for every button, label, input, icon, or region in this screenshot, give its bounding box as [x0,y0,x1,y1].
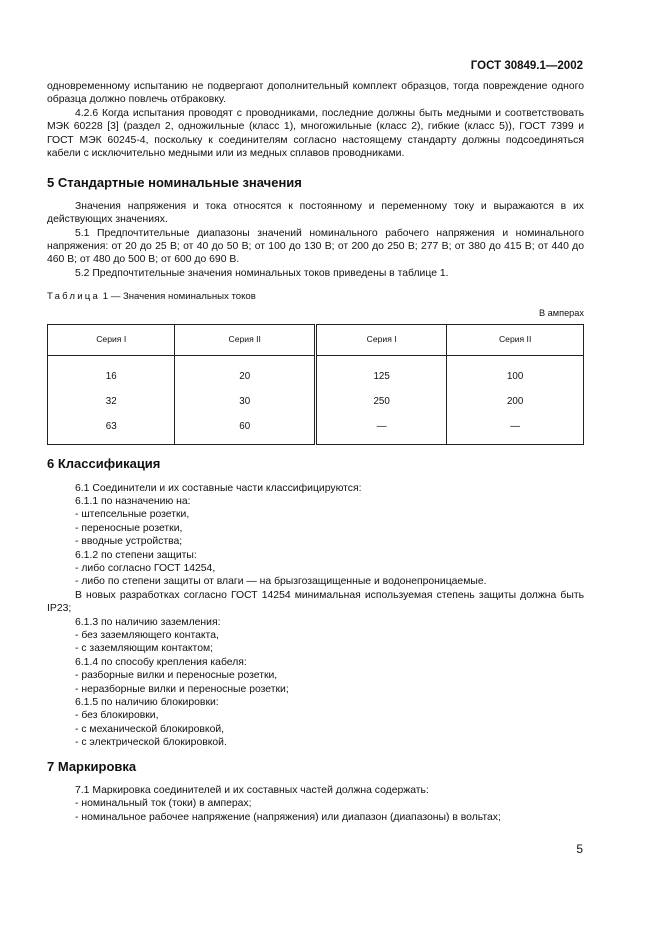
list-line: 6.1.3 по наличию заземления: [75,616,221,628]
section-6-title: 6 Классификация [47,456,161,472]
page-number: 5 [576,842,583,856]
table-header-row [48,325,584,356]
section-7-title: 7 Маркировка [47,758,137,774]
list-line: - либо по степени защиты от влаги — на брызгозащищенные и водонепроницаемые. [75,576,487,588]
header-cell: Серия II [175,325,316,356]
table-row [48,389,584,414]
table-cell: — [447,414,584,445]
table-row [48,356,584,390]
table-cell: 200 [447,389,584,414]
list-line: - номинальное рабочее напряжение (напряжения) или диапазон (диапазоны) в вольтах; [75,811,501,823]
table-cell: 63 [48,414,175,445]
document-id: ГОСТ 30849.1—2002 [470,60,583,72]
section-5-title: 5 Стандартные номинальные значения [47,175,302,191]
table-cell: 30 [175,389,316,414]
rated-currents-table [47,324,584,445]
list-line: - без заземляющего контакта, [75,629,219,641]
list-line: - номинальный ток (токи) в амперах; [75,798,252,810]
table-cell: 32 [48,389,175,414]
table-unit: В амперах [538,307,584,318]
list-line: - с механической блокировкой, [75,723,225,735]
list-line: 6.1.2 по степени защиты: [75,549,197,561]
list-line: - без блокировки, [75,710,159,722]
header-cell: Серия II [447,325,584,356]
table-row [48,414,584,445]
paragraph: 5.2 Предпочтительные значения номинальных токов приведены в таблице 1. [75,267,449,279]
list-line: 6.1 Соединители и их составные части классифицируются: [75,482,362,494]
header-cell: Серия I [48,325,175,356]
paragraph: Значения напряжения и тока относятся к постоянному и переменному току и выражаются в их действующих значениях. [47,200,584,226]
header-cell: Серия I [315,325,446,356]
table-caption [47,290,584,303]
table-cell: 100 [447,356,584,390]
list-line: - вводные устройства; [75,536,183,548]
paragraph: 5.1 Предпочтительные диапазоны значений номинального рабочего напряжения и номинального напряжения: от 20 до 25 В; от 40 до 50 В; от 100 до 130 В; от 200 до 250 В; 277 В; от 380 до 415 В; от 440 до 460 В; от 480 до 500 В; от 600 до 690 В. [47,227,584,266]
paragraph: одновременному испытанию не подвергают дополнительный комплект образцов, тогда повреждение одного образца должно повлечь отбраковку. [47,81,584,106]
list-line: - с электрической блокировкой. [75,737,227,749]
table-cell: 125 [315,356,446,390]
list-line: - штепсельные розетки, [75,509,190,521]
table-cell: — [315,414,446,445]
paragraph: 4.2.6 Когда испытания проводят с проводниками, последние должны быть медными и соответствовать МЭК 60228 [3] (раздел 2, одножильные (класс 1), многожильные (класс 2), гибкие (класс 5)), ГОСТ 7399 и ГОСТ МЭК 60245-4, поскольку к соединителям согласно настоящему стандарту должны подсоединяться кабели с исключительно медными или из медных сплавов проводниками. [47,107,584,160]
list-line: - неразборные вилки и переносные розетки; [75,683,289,695]
table-cell: 16 [48,356,175,390]
list-line: 6.1.4 по способу крепления кабеля: [75,656,247,668]
table-cell: 60 [175,414,316,445]
table-cell: 20 [175,356,316,390]
list-line: 7.1 Маркировка соединителей и их составных частей должна содержать: [75,785,429,797]
list-line: - разборные вилки и переносные розетки, [75,670,278,682]
list-line: - переносные розетки, [75,522,183,534]
list-line: - либо согласно ГОСТ 14254, [75,562,216,574]
paragraph: В новых разработках согласно ГОСТ 14254 минимальная используемая степень защиты должна быть IP23; [47,589,584,615]
document-body [47,80,584,824]
list-line: 6.1.5 по наличию блокировки: [75,697,219,708]
list-line: - с заземляющим контактом; [75,643,214,655]
table-cell: 250 [315,389,446,414]
list-line: 6.1.1 по назначению на: [75,495,191,507]
table-caption-text: 1 — Значения номинальных токов [102,291,256,303]
table-caption-label: Таблица [47,291,101,303]
